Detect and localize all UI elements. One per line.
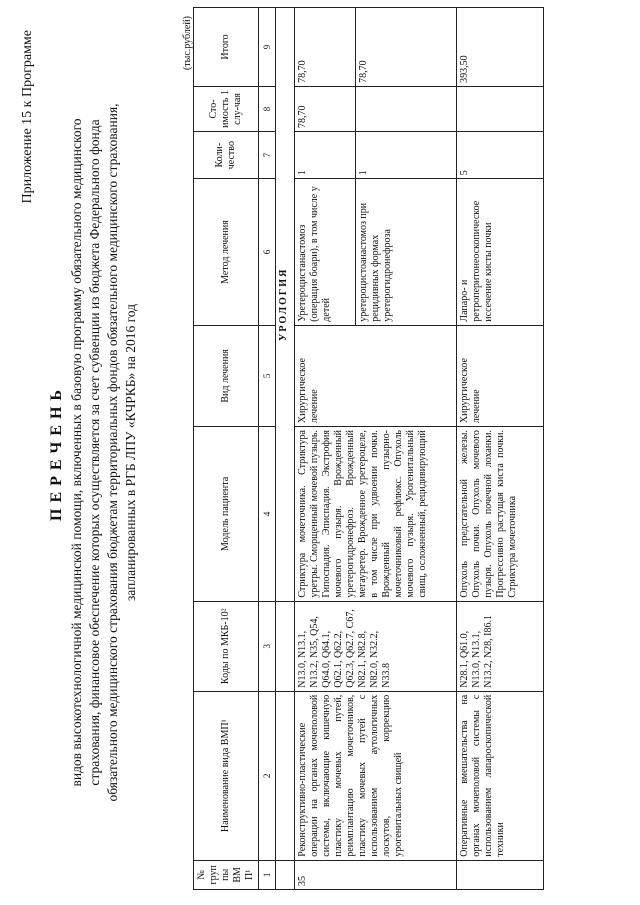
section-group-cell (276, 860, 295, 889)
vmp-name: Реконструктивно-пластические операции на органах мочеполовой системы, включающие кишечную пластику мочевых путей, реимплантацию мочеточников, пластику мочевых путей с использованием аутологичных лоскутов, коррекцию урогенитальных свищей (295, 691, 457, 860)
vmp-table (193, 7, 544, 890)
subtitle-line: видов высокотехнологичной медицинской помощи, включенных в базовую программу обязательного медицинского (69, 118, 84, 787)
col-header-cost: Сто-имость 1 слу-чая (194, 86, 259, 131)
treatment-method: уретероцистоанастомоз при рецидивных формах уретерогидронефроза (356, 179, 457, 325)
icd-codes: N28.1, Q61.0, N13.0, N13.1, N13.2, N28, I86.1 (457, 601, 544, 691)
col-number: 1 (259, 860, 276, 889)
vmp-name: Оперативные вмешательства на органах мочеполовой системы с использованием лапароскопической техники (457, 691, 544, 860)
col-header-method: Метод лечения (194, 179, 259, 325)
col-number: 5 (259, 325, 276, 426)
subtitle-line: страхования, финансовое обеспечение которых осуществляется за счет субвенции из бюджета Федерального фонда (87, 119, 102, 786)
icd-codes: N13.0, N13.1, N13.2, N35, Q54, Q64.0, Q64.1, Q62.1, Q62.2, Q62.3, Q62.7, C67, N82.1, N82.8, N82.0, N32.2, N33.8 (295, 601, 457, 691)
col-number: 7 (259, 131, 276, 178)
col-header-group: № группы ВМП¹ (194, 860, 259, 889)
col-header-treatment: Вид лечения (194, 325, 259, 426)
subtitle-line: обязательного медицинского страхования бюджетам территориальных фондов обязательного медицинского страхования, (105, 103, 120, 802)
col-header-codes: Коды по МКБ-10² (194, 601, 259, 691)
col-number: 6 (259, 179, 276, 325)
treatment-method: Уретероцистанастомоз (операция боари), в том числе у детей (295, 179, 356, 325)
section-gap-cell (276, 601, 295, 691)
table-row (295, 8, 356, 890)
col-header-name: Наименование вида ВМП¹ (194, 691, 259, 860)
col-header-model: Модель пациента (194, 427, 259, 602)
treatment-type: Хирургическое лечение (457, 325, 544, 426)
row-total: 78,70 (295, 8, 356, 87)
document-title: ПЕРЕЧЕНЬ (48, 384, 65, 521)
row-total: 393,50 (457, 8, 544, 87)
table-row (457, 8, 544, 890)
header-row (194, 8, 259, 890)
section-gap-cell (276, 691, 295, 860)
patient-model: Опухоль предстательной железы. Опухоль почки. Опухоль мочевого пузыря. Опухоль почечной лоханки. Прогрессивно растущая киста почки. Стриктура мочеточника (457, 427, 544, 602)
case-count: 1 (356, 131, 457, 178)
document-subtitle (68, 100, 140, 805)
subtitle-line: запланированных в РГБ ЛПУ «КЧРКБ» на 2016 год (123, 303, 138, 602)
col-number: 9 (259, 8, 276, 87)
group-number: 35 (295, 860, 457, 889)
case-cost: 78,70 (295, 86, 356, 131)
col-number: 4 (259, 427, 276, 602)
case-cost (356, 86, 457, 131)
row-total: 78,70 (356, 8, 457, 87)
case-count: 1 (295, 131, 356, 178)
appendix-label: Приложение 15 к Программе (20, 30, 35, 204)
treatment-type: Хирургическое лечение (295, 325, 457, 426)
case-cost (457, 86, 544, 131)
col-number: 8 (259, 86, 276, 131)
section-title: УРОЛОГИЯ (276, 8, 295, 602)
column-number-row (259, 8, 276, 890)
col-number: 2 (259, 691, 276, 860)
col-header-total: Итого (194, 8, 259, 87)
section-row (276, 8, 295, 890)
case-count: 5 (457, 131, 544, 178)
unit-label: (тыс.рублей) (182, 16, 193, 71)
group-number (457, 860, 544, 889)
col-header-count: Коли-чество (194, 131, 259, 178)
col-number: 3 (259, 601, 276, 691)
treatment-method: Лапаро- и ретроперитонеоскопическое иссечение кисты почки (457, 179, 544, 325)
patient-model: Стриктура мочеточника. Стриктура уретры. Сморщенный мочевой пузырь. Гипоспадия. Эписпадия. Экстрофия мочевого пузыря. Врожденный уретерогидронефроз. Врожденный мегауретер. Врожденное уретероцеле, в том числе при удвоении почки. Врожденный пузырно-мочеточниковый рефлюкс. Опухоль мочевого пузыря. Урогенитальный свищ, осложненный, рецидивирующий (295, 427, 457, 602)
